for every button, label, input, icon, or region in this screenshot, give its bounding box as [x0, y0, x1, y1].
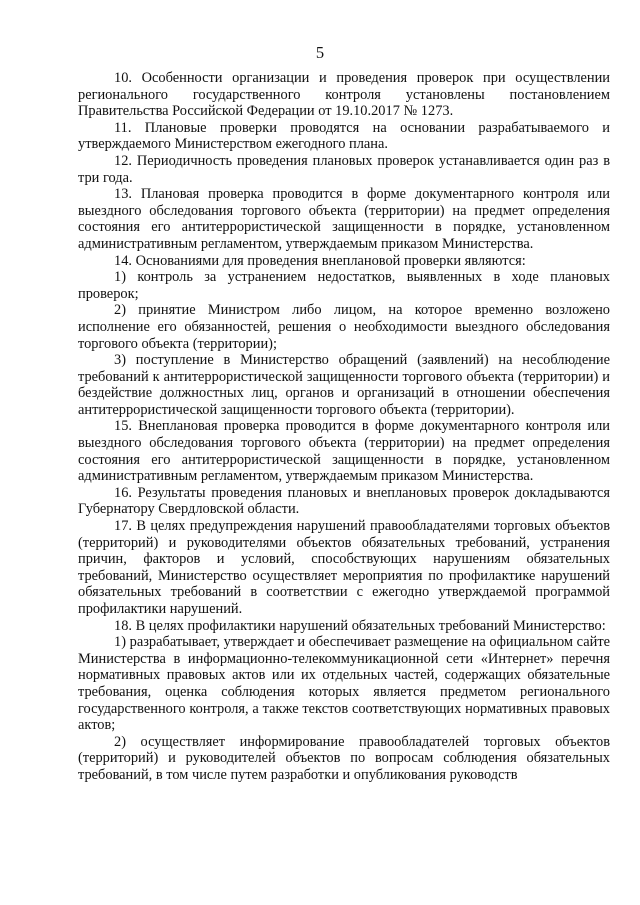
paragraph-18-item-2: 2) осуществляет информирование правообладателей торговых объектов (территорий) и руководителей объектов по вопросам соблюдения обязательных требований, в том числе путем разработки и опубликования руководств — [78, 733, 610, 783]
paragraph-14-item-3: 3) поступление в Министерство обращений (заявлений) на несоблюдение требований к антитеррористической защищенности торгового объекта (территории) и бездействие должностных лиц, органов и организаций в отношении обеспечения антитеррористической защищенности торгового объекта (территории). — [78, 352, 610, 418]
paragraph-15: 15. Внеплановая проверка проводится в форме документарного контроля или выездного обследования торгового объекта (территории) на предмет определения состояния его антитеррористической защищенности в порядке, установленном административным регламентом, утверждаемым приказом Министерства. — [78, 418, 610, 485]
paragraph-12: 12. Периодичность проведения плановых проверок устанавливается один раз в три года. — [78, 152, 610, 186]
paragraph-10: 10. Особенности организации и проведения проверок при осуществлении регионального государственного контроля установлены постановлением Правительства Российской Федерации от 19.10.2017 № 1273. — [78, 70, 610, 120]
paragraph-11: 11. Плановые проверки проводятся на основании разрабатываемого и утверждаемого Министерством ежегодного плана. — [78, 119, 610, 153]
paragraph-14-item-2: 2) принятие Министром либо лицом, на которое временно возложено исполнение его обязанностей, решения о необходимости выездного обследования торгового объекта (территории); — [78, 302, 610, 352]
paragraph-17: 17. В целях предупреждения нарушений правообладателями торговых объектов (территорий) и руководителями объектов обязательных требований, устранения причин, факторов и условий, способствующих нарушениям обязательных требований, Министерство осуществляет мероприятия по профилактике нарушений обязательных требований в соответствии с ежегодно утверждаемой программой профилактики нарушений. — [78, 518, 610, 617]
document-body — [78, 70, 610, 784]
paragraph-18-item-1: 1) разрабатывает, утверждает и обеспечивает размещение на официальном сайте Министерства в информационно-телекоммуникационной сети «Интернет» перечня нормативных правовых актов или их отдельных частей, содержащих обязательные требования, оценка соблюдения которых является предметом регионального государственного контроля, а также текстов соответствующих нормативных правовых актов; — [78, 634, 610, 734]
paragraph-14: 14. Основаниями для проведения внеплановой проверки являются: — [114, 252, 526, 269]
paragraph-16: 16. Результаты проведения плановых и внеплановых проверок докладываются Губернатору Свердловской области. — [78, 484, 610, 518]
paragraph-18: 18. В целях профилактики нарушений обязательных требований Министерство: — [114, 617, 606, 634]
paragraph-13: 13. Плановая проверка проводится в форме документарного контроля или выездного обследования торгового объекта (территории) на предмет определения состояния его антитеррористической защищенности в порядке, установленном административным регламентом, утверждаемым приказом Министерства. — [78, 186, 610, 252]
page-number: 5 — [315, 43, 325, 62]
paragraph-14-item-1: 1) контроль за устранением недостатков, выявленных в ходе плановых проверок; — [78, 269, 610, 302]
